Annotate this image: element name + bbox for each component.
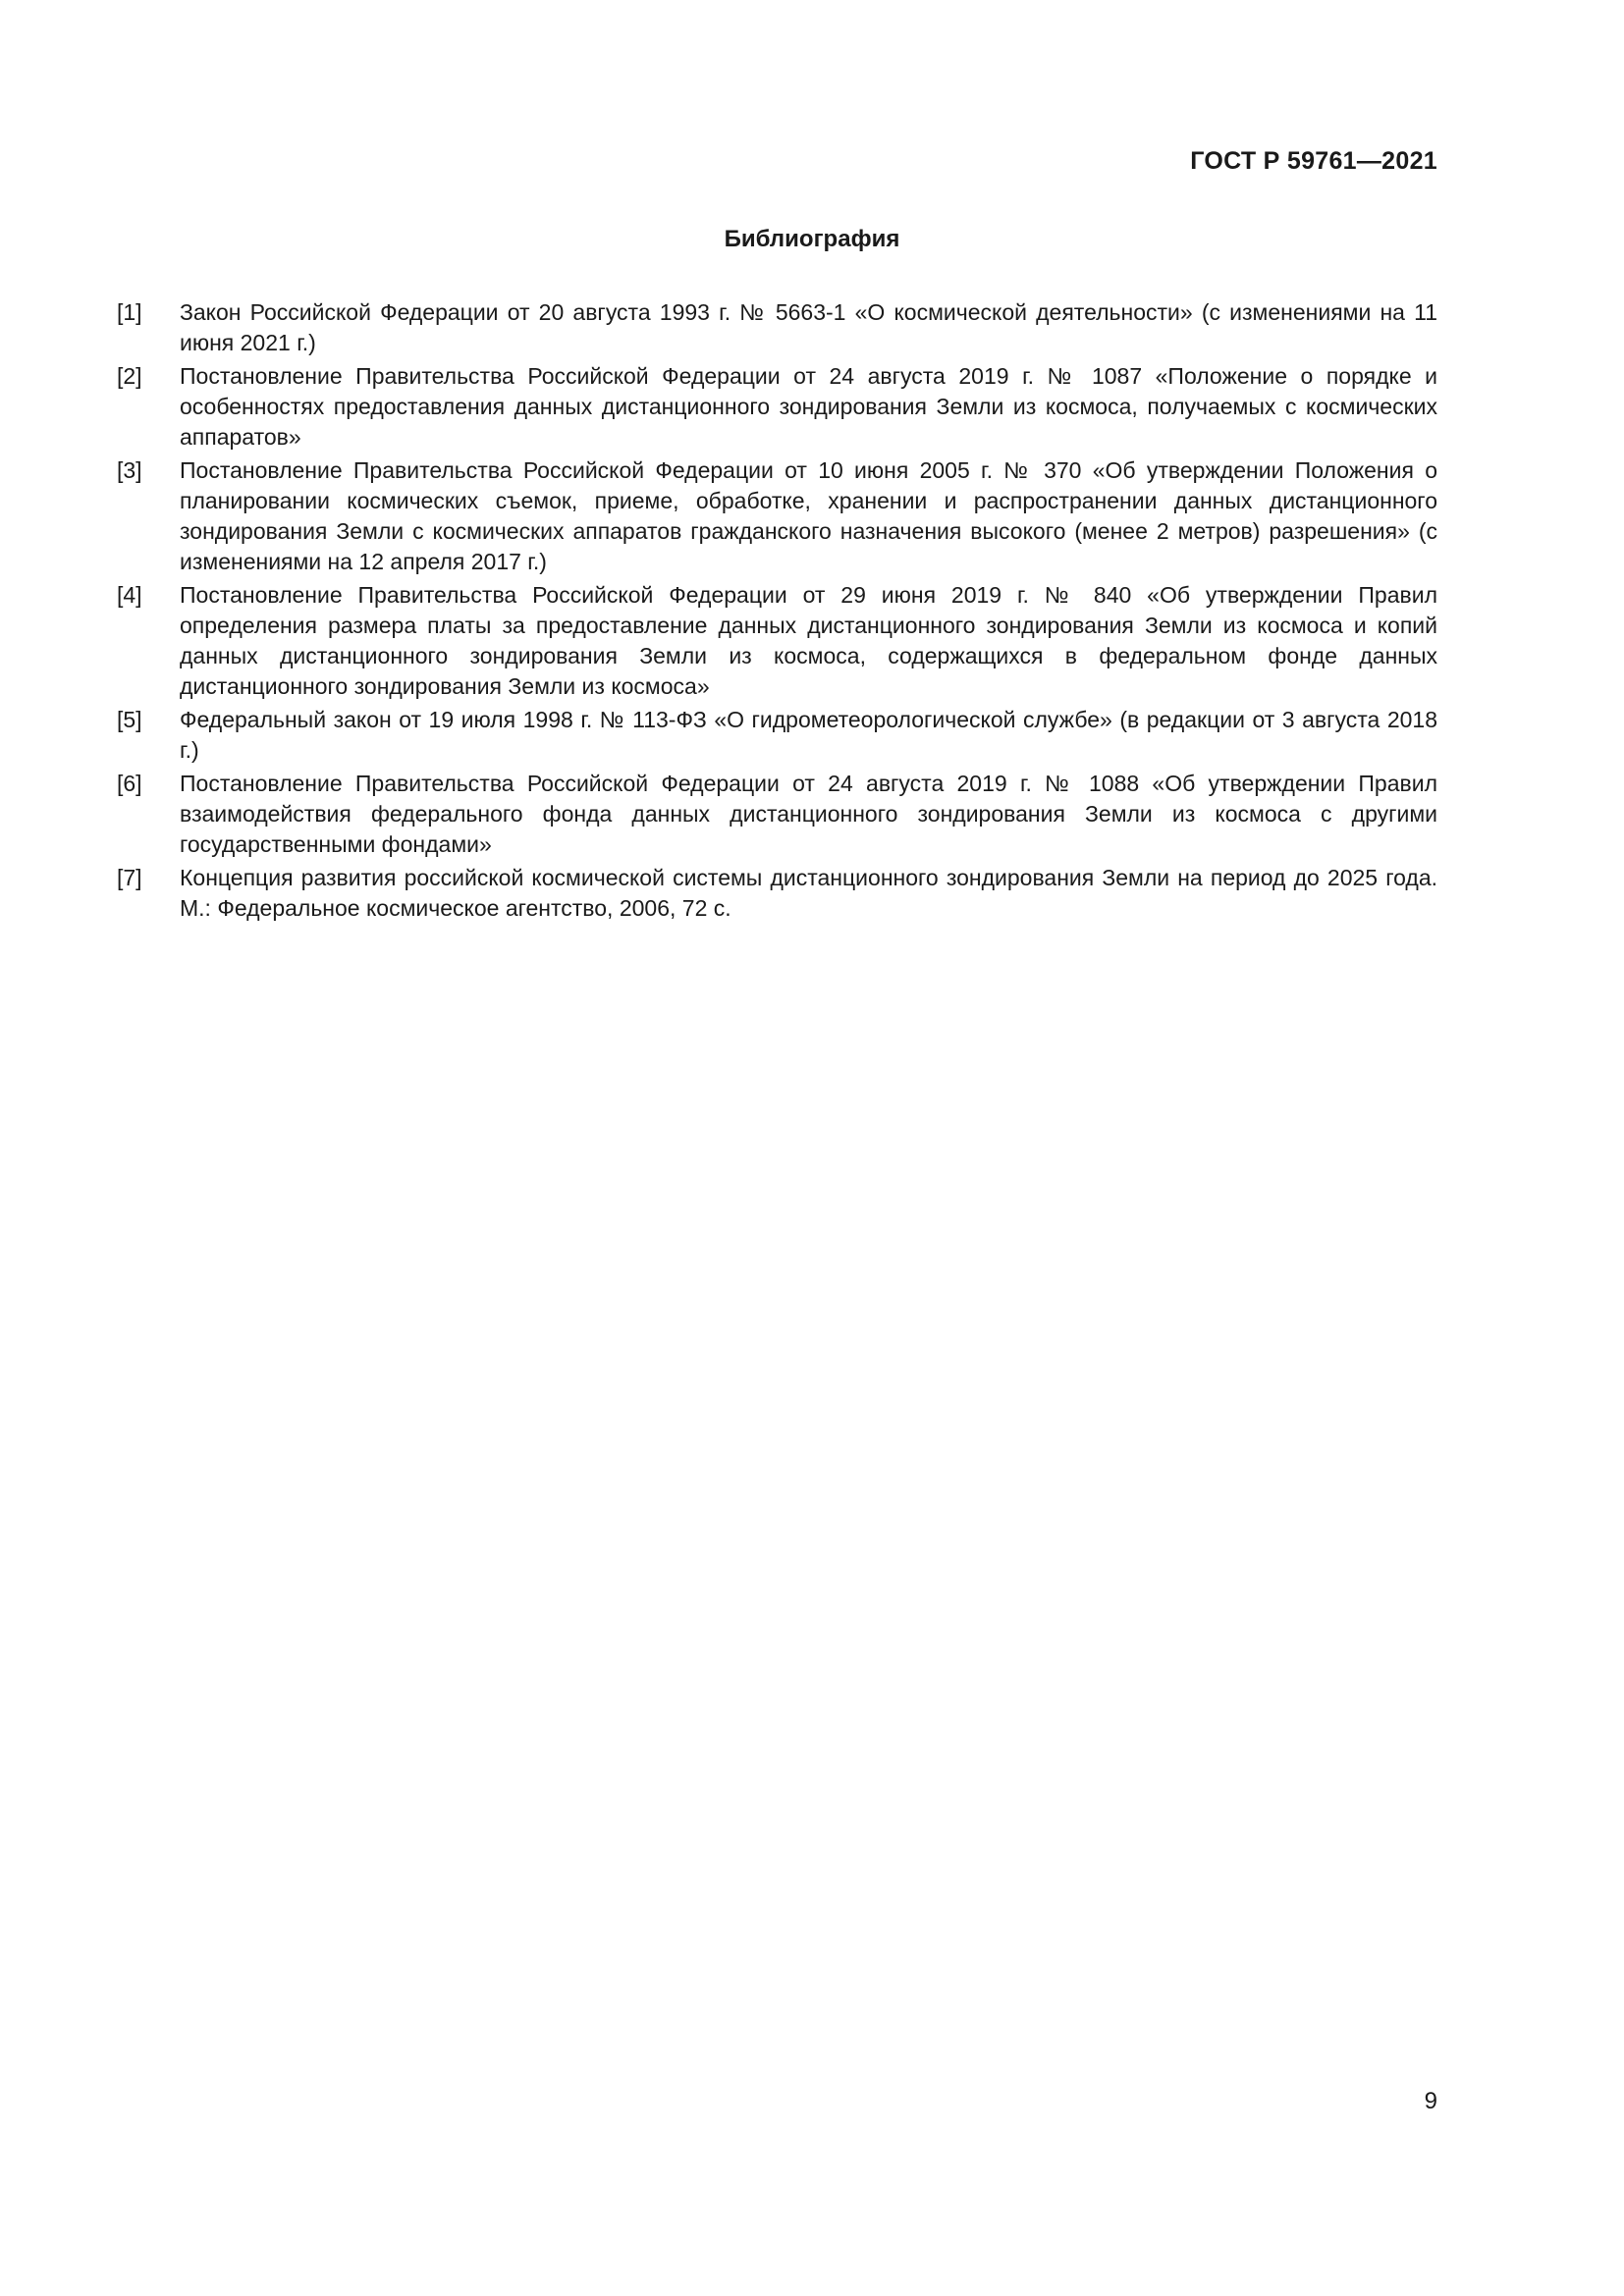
bibliography-text: Федеральный закон от 19 июля 1998 г. № 113-ФЗ «О гидрометеорологической службе» (в редакции от 3 августа 2018 г.) — [180, 707, 1437, 763]
bibliography-number: [4] — [117, 582, 142, 608]
bibliography-number: [5] — [117, 707, 142, 732]
bibliography-number: [7] — [117, 865, 142, 890]
bibliography-text: Постановление Правительства Российской Федерации от 10 июня 2005 г. № 370 «Об утверждении Положения о планировании космических съемок, приеме, обработке, хранении и распространении данных дистанционного зондирования Земли с космических аппаратов гражданского назначения высокого (менее 2 метров) разрешения» (с изменениями на 12 апреля 2017 г.) — [180, 457, 1437, 574]
bibliography-text: Закон Российской Федерации от 20 августа 1993 г. № 5663-1 «О космической деятельности» (с изменениями на 11 июня 2021 г.) — [180, 299, 1437, 355]
document-code: ГОСТ Р 59761—2021 — [1190, 147, 1437, 175]
bibliography-text: Концепция развития российской космической системы дистанционного зондирования Земли на период до 2025 года. М.: Федеральное космическое агентство, 2006, 72 с. — [180, 865, 1437, 921]
page-number: 9 — [1424, 2088, 1437, 2114]
bibliography-list — [117, 297, 1437, 927]
bibliography-item — [117, 455, 1437, 577]
bibliography-number: [1] — [117, 299, 142, 325]
bibliography-number: [6] — [117, 771, 142, 796]
bibliography-text: Постановление Правительства Российской Федерации от 24 августа 2019 г. № 1087 «Положение о порядке и особенностях предоставления данных дистанционного зондирования Земли из космоса, получаемых с космических аппаратов» — [180, 363, 1437, 450]
bibliography-text: Постановление Правительства Российской Федерации от 29 июня 2019 г. № 840 «Об утверждении Правил определения размера платы за предоставление данных дистанционного зондирования Земли из космоса и копий данных дистанционного зондирования Земли из космоса, содержащихся в федеральном фонде данных дистанционного зондирования Земли из космоса» — [180, 582, 1437, 699]
bibliography-item — [117, 863, 1437, 924]
section-title: Библиография — [724, 226, 900, 252]
bibliography-item — [117, 297, 1437, 358]
bibliography-text: Постановление Правительства Российской Федерации от 24 августа 2019 г. № 1088 «Об утверждении Правил взаимодействия федерального фонда данных дистанционного зондирования Земли из космоса с другими государственными фондами» — [180, 771, 1437, 857]
bibliography-item — [117, 705, 1437, 766]
bibliography-number: [3] — [117, 457, 142, 483]
bibliography-item — [117, 769, 1437, 860]
bibliography-number: [2] — [117, 363, 142, 389]
bibliography-item — [117, 580, 1437, 702]
bibliography-item — [117, 361, 1437, 453]
